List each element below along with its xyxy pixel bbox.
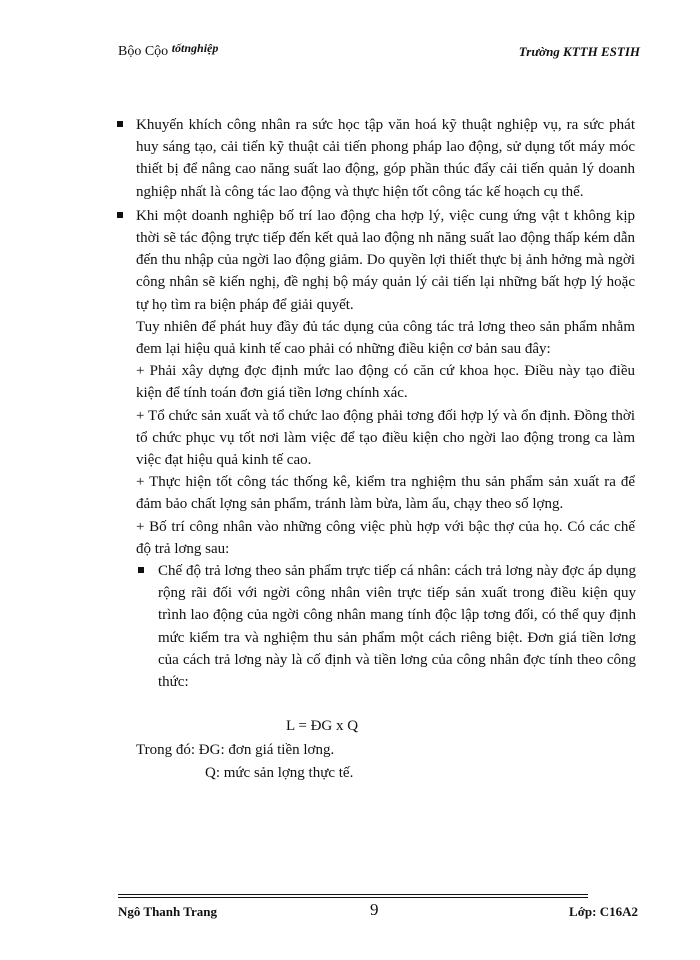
page-header [118,41,640,68]
document-body [0,114,700,784]
bullet-item-3 [0,560,636,693]
paragraph-text: Khi một doanh nghiệp bố trí lao động cha hợp lý, việc cung ứng vật t không kịp thời sẽ tác động trực tiếp đến kết quả lao động nh năng suất lao động thấp kém dẫn đến thu nhập của ngời lao động giảm. Do quyền lợi thiết thực bị ảnh hởng mà ngời công nhân sẽ kiến nghị, đề nghị bộ máy quản lý cải tiến lại những bất hợp lý hoặc tự họ tìm ra biện pháp để giải quyết. [136,207,635,313]
header-report-title [118,41,219,60]
paragraph-text: Chế độ trả lơng theo sản phẩm trực tiếp cá nhân: cách trả lơng này đợc áp dụng rộng rãi đối với ngời công nhân viên trực tiếp sản xuất trong điều kiện quy trình lao động của ngời công nhân mang tính độc lập tơng đối, có thể quy định mức kiểm tra và nghiệm thu sản phẩm một cách riêng biệt. Đơn giá tiền lơng của cách trả lơng này là cố định và tiền lơng của công nhân đợc tính theo công thức: [158,563,636,691]
header-school-name: Trường KTTH ESTIH [518,44,640,59]
paragraph-condition-4: + Bố trí công nhân vào những công việc phù hợp với bậc thợ của họ. Có các chế độ trả lơng sau: [136,518,635,557]
footer-author: Ngô Thanh Trang [118,904,217,919]
paragraph-condition-1: + Phải xây dựng đợc định mức lao động có căn cứ khoa học. Điều này tạo điều kiện để tính toán đơn giá tiền lơng chính xác. [136,363,635,402]
formula: L = ĐG x Q [286,718,359,735]
formula-where-line-2: Q: mức sản lợng thực tế. [205,764,354,781]
bullet-square-icon [138,567,144,573]
bullet-item-1 [0,114,635,203]
paragraph-text: Khuyến khích công nhân ra sức học tập văn hoá kỹ thuật nghiệp vụ, ra sức phát huy sáng tạo, cải tiến kỹ thuật cải tiến phong pháp lao động, sử dụng tốt máy móc thiết bị để nâng cao năng suất lao động, góp phần thúc đẩy cải tiến quản lý doanh nghiệp nhất là công tác lao động và thực hiện tốt công tác kế hoạch cụ thể. [136,117,635,200]
paragraph-condition-2: + Tổ chức sản xuất và tổ chức lao động phải tơng đối hợp lý và ổn định. Đồng thời tổ chức phục vụ tốt nơi làm việc để tạo điều kiện cho ngời lao động trong ca làm việc đạt hiệu quả kinh tế cao. [136,407,635,469]
page-footer [118,900,638,926]
formula-where-line-1: Trong đó: ĐG: đơn giá tiền lơng. [136,742,335,759]
paragraph-conditions-intro: Tuy nhiên để phát huy đầy đủ tác dụng của công tác trả lơng theo sản phẩm nhằm đem lại hiệu quả kinh tế cao phải có những điều kiện cơ bản sau đây: [136,318,635,358]
footer-class: Lớp: C16A2 [569,904,638,919]
header-title-part2: tốtnghiệp [171,41,219,55]
paragraph-condition-3: + Thực hiện tốt công tác thống kê, kiểm tra nghiệm thu sản phẩm sản xuất ra để đảm bảo chất lợng sản phẩm, tránh làm bừa, làm ẩu, chạy theo số lợng. [136,474,635,513]
bullet-item-2 [0,205,635,316]
footer-rule-top [118,894,588,895]
bullet-square-icon [117,121,123,127]
paragraph-block [0,316,635,560]
bullet-square-icon [117,212,123,218]
header-title-part1: Bộo Cộo [118,44,169,59]
footer-rule-bottom [118,897,588,898]
footer-page-number: 9 [370,900,379,919]
